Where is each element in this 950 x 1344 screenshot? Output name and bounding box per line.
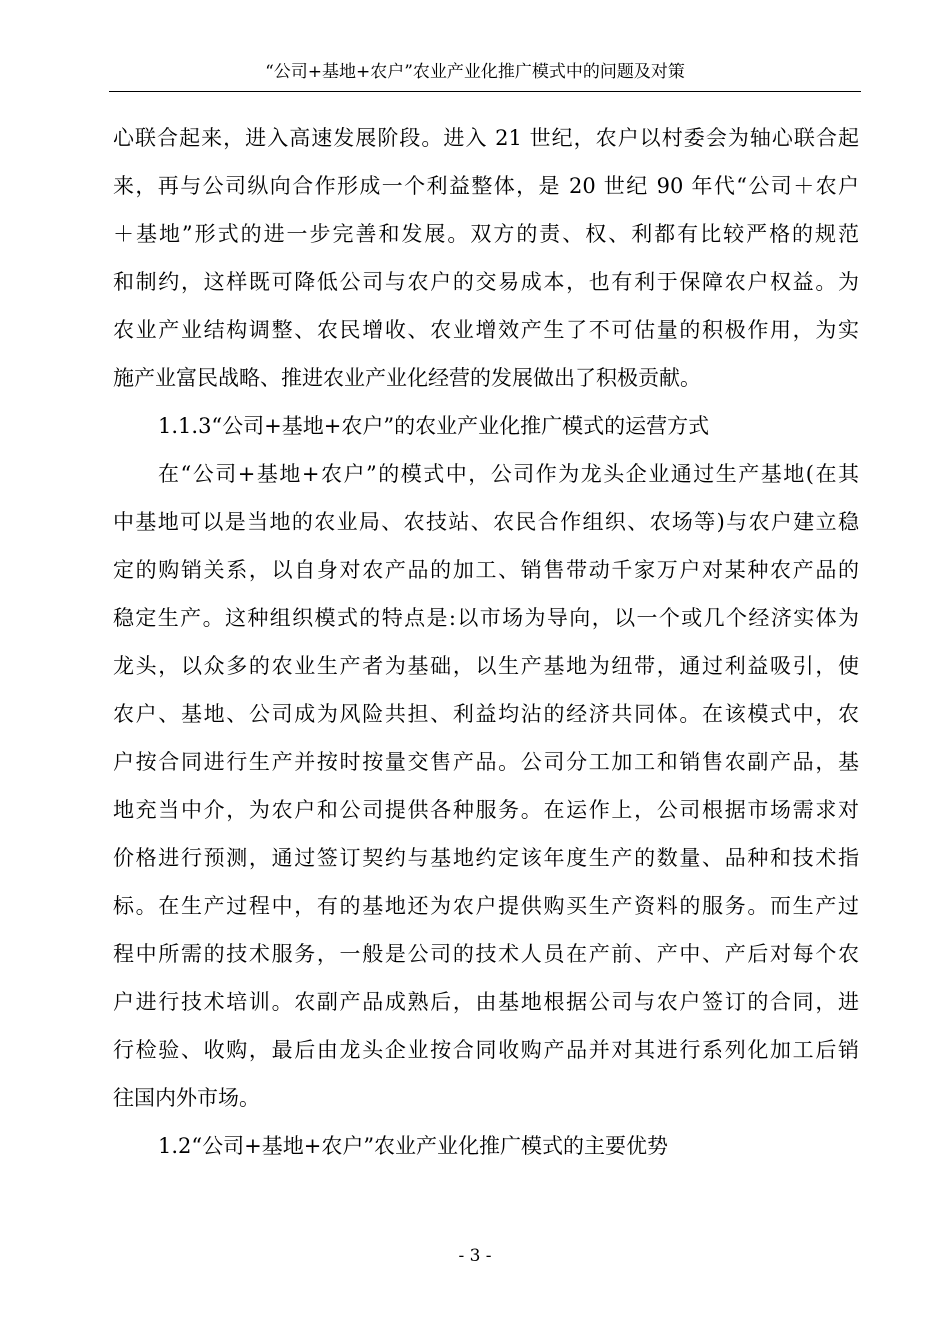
- text-line: 标。在生产过程中，有的基地还为农户提供购买生产资料的服务。而生产过: [113, 894, 859, 918]
- text-line: 户进行技术培训。农副产品成熟后，由基地根据公司与农户签订的合同，进: [113, 990, 859, 1014]
- text-line: 稳定生产。这种组织模式的特点是:以市场为导向，以一个或几个经济实体为: [113, 606, 859, 630]
- text-line: ＋基地”形式的进一步完善和发展。双方的责、权、利都有比较严格的规范: [113, 222, 859, 246]
- section-heading: 1.2“公司+基地+农户”农业产业化推广模式的主要优势: [158, 1134, 669, 1158]
- page-number: - 3 -: [458, 1246, 492, 1266]
- text-line: 龙头，以众多的农业生产者为基础，以生产基地为纽带，通过利益吸引，使: [113, 654, 859, 678]
- text-line: 户按合同进行生产并按时按量交售产品。公司分工加工和销售农副产品，基: [113, 750, 859, 774]
- text-line: 农业产业结构调整、农民增收、农业增效产生了不可估量的积极作用，为实: [113, 318, 859, 342]
- text-line: 在“公司+基地+农户”的模式中，公司作为龙头企业通过生产基地(在其: [158, 462, 859, 486]
- text-line: 来，再与公司纵向合作形成一个利益整体，是 20 世纪 90 年代“公司＋农户: [113, 174, 859, 198]
- text-line: 农户、基地、公司成为风险共担、利益均沾的经济共同体。在该模式中，农: [113, 702, 859, 726]
- text-line: 心联合起来，进入高速发展阶段。进入 21 世纪，农户以村委会为轴心联合起: [113, 126, 859, 150]
- header-rule: [109, 91, 861, 92]
- text-line: 往国内外市场。: [113, 1086, 260, 1110]
- text-line: 价格进行预测，通过签订契约与基地约定该年度生产的数量、品种和技术指: [113, 846, 859, 870]
- section-heading: 1.1.3“公司+基地+农户”的农业产业化推广模式的运营方式: [158, 414, 710, 438]
- text-line: 定的购销关系，以自身对农产品的加工、销售带动千家万户对某种农产品的: [113, 558, 859, 582]
- text-line: 地充当中介，为农户和公司提供各种服务。在运作上，公司根据市场需求对: [113, 798, 859, 822]
- text-line: 行检验、收购，最后由龙头企业按合同收购产品并对其进行系列化加工后销: [113, 1038, 859, 1062]
- text-line: 和制约，这样既可降低公司与农户的交易成本，也有利于保障农户权益。为: [113, 270, 859, 294]
- running-header: “公司+基地+农户”农业产业化推广模式中的问题及对策: [265, 62, 685, 82]
- body-text: [113, 114, 859, 1170]
- text-line: 中基地可以是当地的农业局、农技站、农民合作组织、农场等)与农户建立稳: [113, 510, 859, 534]
- text-line: 施产业富民战略、推进农业产业化经营的发展做出了积极贡献。: [113, 366, 701, 390]
- text-line: 程中所需的技术服务，一般是公司的技术人员在产前、产中、产后对每个农: [113, 942, 859, 966]
